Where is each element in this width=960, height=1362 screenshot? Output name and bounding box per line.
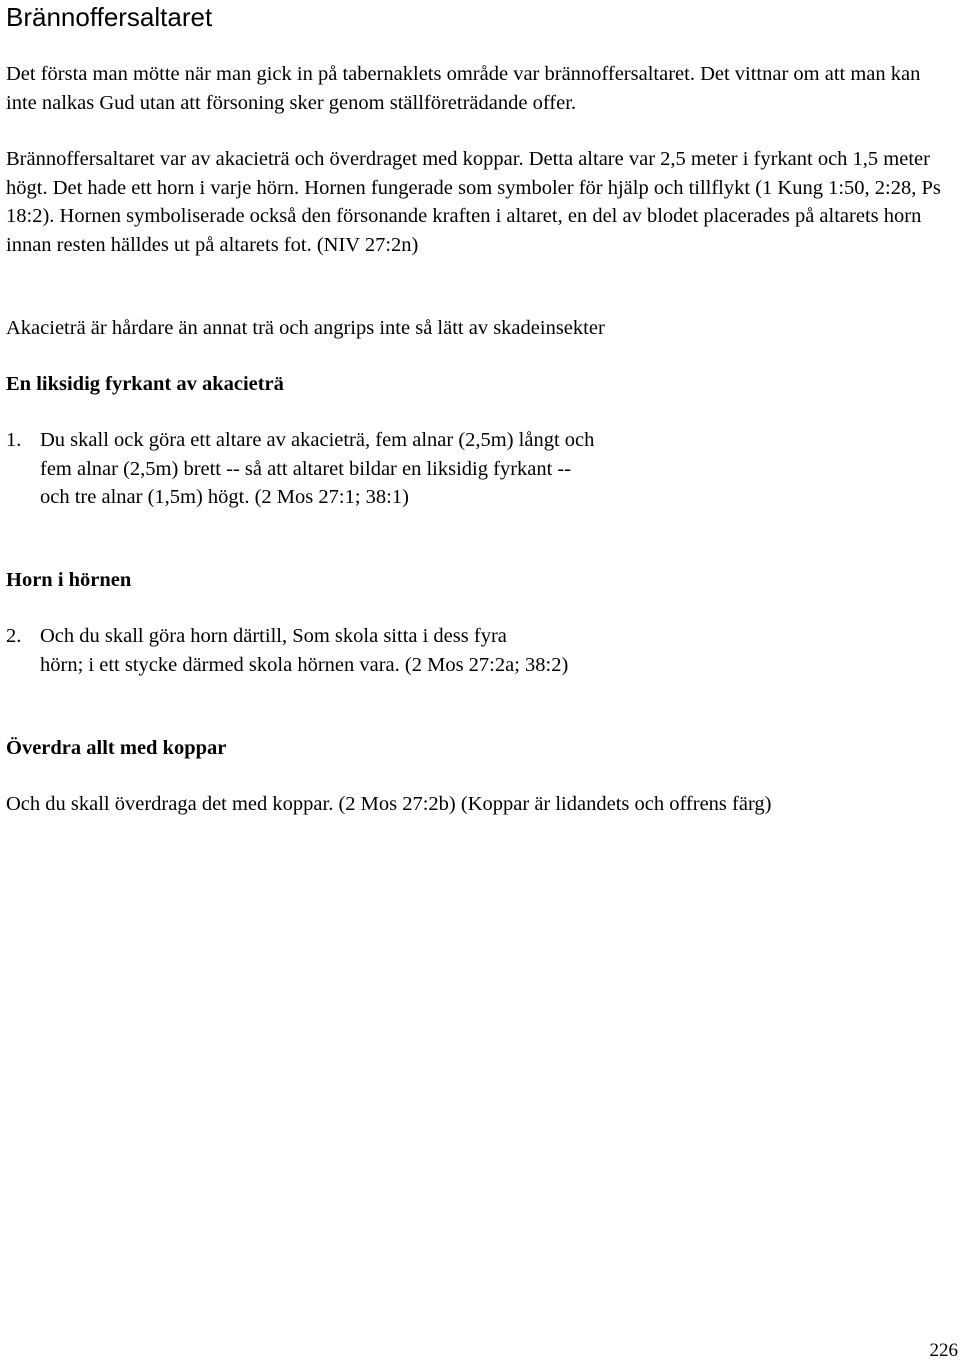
- document-page: [6, 0, 951, 815]
- verse-text: Du skall ock göra ett altare av akacieträ, fem alnar (2,5m) långt och: [40, 429, 595, 451]
- wood-paragraph: Akacieträ är hårdare än annat trä och angrips inte så lätt av skadeinsekter: [6, 317, 605, 339]
- verse-line: fem alnar (2,5m) brett -- så att altaret bildar en liksidig fyrkant --: [40, 457, 572, 480]
- description-paragraph: Brännoffersaltaret var av akacieträ och överdraget med koppar. Detta altare var 2,5 meter i fyrkant och 1,5 meter högt. Det hade ett horn i varje hörn. Hornen fungerade som symboler för hjälp och tillflykt (1 Kung 1:50, 2:28, Ps 18:2). Hornen symboliserade också den försonande kraften i altaret, en del av blodet placerades på altarets horn innan resten hälldes ut på altarets fot. (NIV 27:2n): [6, 148, 941, 256]
- verse-line: [6, 426, 766, 455]
- verse-line: och tre alnar (1,5m) högt. (2 Mos 27:1; 38:1): [40, 486, 409, 508]
- page-title: Brännoffersaltaret: [6, 2, 213, 32]
- verse-block-2: [6, 622, 766, 679]
- verse-line: [6, 622, 766, 651]
- verse-text: Och du skall göra horn därtill, Som skola sitta i dess fyra: [40, 625, 507, 647]
- section-heading-horns: Horn i hörnen: [6, 569, 132, 591]
- verse-number: 2.: [6, 625, 22, 647]
- verse-block-1: [6, 426, 766, 512]
- verse-number: 1.: [6, 429, 22, 451]
- intro-paragraph: Det första man mötte när man gick in på tabernaklets område var brännoffersaltaret. Det vittnar om att man kan inte nalkas Gud utan att försoning sker genom ställföreträdande offer.: [6, 63, 921, 114]
- section-heading-square: En liksidig fyrkant av akacieträ: [6, 373, 284, 395]
- page-number: 226: [929, 1340, 958, 1361]
- verse-line: hörn; i ett stycke därmed skola hörnen vara. (2 Mos 27:2a; 38:2): [40, 653, 569, 676]
- copper-paragraph: Och du skall överdraga det med koppar. (2 Mos 27:2b) (Koppar är lidandets och offrens färg): [6, 793, 772, 815]
- section-heading-copper: Överdra allt med koppar: [6, 737, 227, 759]
